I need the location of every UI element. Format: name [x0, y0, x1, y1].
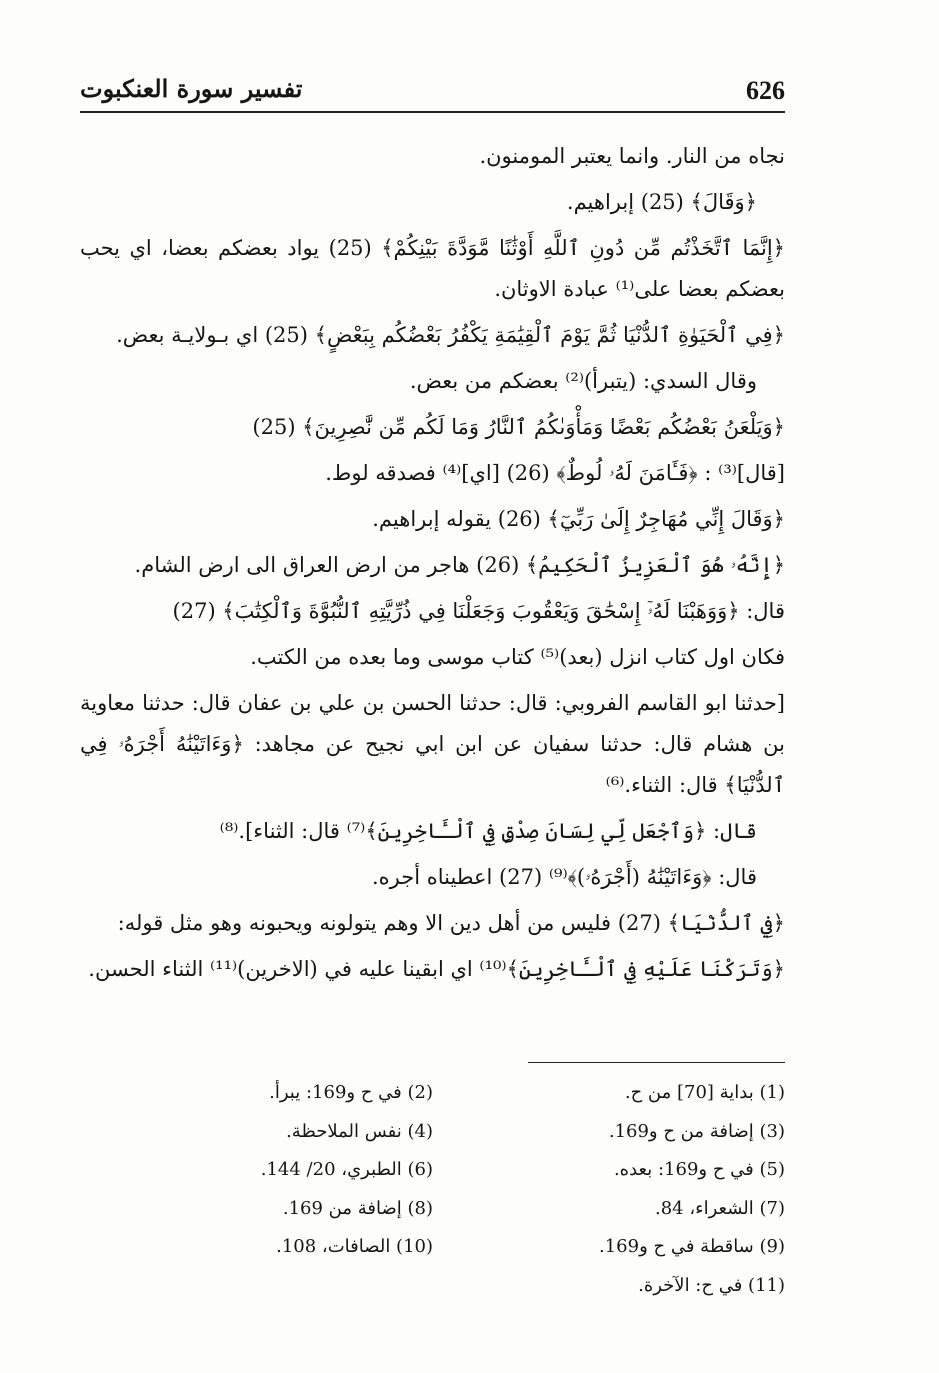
footnote: (7) الشعراء، 84. — [654, 1197, 785, 1219]
footnote: (11) في ح: الآخرة. — [638, 1274, 785, 1296]
footnote-row — [80, 1267, 785, 1306]
paragraph: قال: ﴿وَوَهَبْنَا لَهُۥٓ إِسْحَٰقَ وَيَعْقُوبَ وَجَعَلْنَا فِي ذُرِّيَّتِهِ ٱلنُّبُوَّةَ وَٱلْكِتَٰبَ﴾ (27) — [172, 599, 785, 623]
footnote: (1) بداية [70] من ح. — [624, 1082, 785, 1103]
paragraph: وقال السدي: (يتبرأ)⁽²⁾ بعضكم من بعض. — [409, 369, 757, 393]
paragraph: [قال]⁽³⁾ : ﴿فَـَٔامَنَ لَهُۥ لُوطٌ﴾ (26) [اي]⁽⁴⁾ فصدقه لوط. — [325, 461, 785, 485]
footnote: (6) الطبري، 20/ 144. — [260, 1159, 433, 1180]
footnote-row — [80, 1228, 785, 1267]
paragraph: ﴿وَقَالَ إِنِّي مُهَاجِرٌ إِلَىٰ رَبِّيٓ﴾ (26) يقوله إبراهيم. — [372, 507, 785, 531]
footnote: (2) في ح و169: يبرأ. — [269, 1082, 433, 1103]
paragraph: ﴿إِنَّهُۥ هُوَ ٱلْعَزِيزُ ٱلْحَكِيمُ﴾ (26) هاجر من ارض العراق الى ارض الشام. — [134, 553, 785, 577]
footnote: (9) ساقطة في ح و169. — [599, 1236, 785, 1257]
footnote-row — [80, 1151, 785, 1190]
running-title: تفسير سورة العنكبوت — [80, 74, 303, 103]
paragraph: قال: ﴿وَٱجْعَل لِّي لِسَانَ صِدْقٍ فِي ٱلْـَٔاخِرِينَ﴾⁽⁷⁾ قال: الثناء].⁽⁸⁾ — [219, 819, 757, 843]
main-text — [80, 136, 785, 995]
paragraph: ﴿إِنَّمَا ٱتَّخَذْتُم مِّن دُونِ ٱللَّهِ أَوْثَٰنًا مَّوَدَّةَ بَيْنِكُمْ﴾ (25) يواد بعضكم بعضا، اي يحب بعضكم بعضا على⁽¹⁾ عبادة الاوثان. — [80, 236, 785, 301]
paragraph: ﴿وَتَرَكْنَا عَلَيْهِ فِي ٱلْـَٔاخِرِينَ﴾⁽¹⁰⁾ اي ابقينا عليه في (الاخرين)⁽¹¹⁾ الثناء الحسن. — [88, 957, 785, 981]
paragraph: ﴿فِي ٱلدُّنْيَا﴾ (27) فليس من أهل دين الا وهم يتولونه ويحبونه وهو مثل قوله: — [117, 911, 785, 935]
footnotes — [80, 1074, 785, 1305]
page-number: 626 — [746, 76, 785, 105]
page-header — [80, 70, 785, 108]
footnote: (5) في ح و169: بعده. — [613, 1159, 785, 1180]
paragraph: نجاه من النار. وانما يعتبر المومنون. — [479, 144, 785, 168]
footnote-row — [80, 1113, 785, 1152]
paragraph: فكان اول كتاب انزل (بعد)⁽⁵⁾ كتاب موسى وما بعده من الكتب. — [250, 645, 785, 669]
footnote: (8) إضافة من 169. — [282, 1197, 433, 1219]
paragraph: ﴿فِي ٱلْحَيَوٰةِ ٱلدُّنْيَا ثُمَّ يَوْمَ ٱلْقِيَٰمَةِ يَكْفُرُ بَعْضُكُم بِبَعْضٍ﴾ (25) اي بـولايـة بعض. — [116, 323, 785, 347]
header-rule — [80, 111, 785, 113]
paragraph: ﴿وَيَلْعَنُ بَعْضُكُم بَعْضًا وَمَأْوَىٰكُمُ ٱلنَّارُ وَمَا لَكُم مِّن نَّٰصِرِينَ﴾ (25) — [252, 415, 785, 439]
footnote: (3) إضافة من ح و169. — [608, 1120, 785, 1142]
footnote-row — [80, 1074, 785, 1113]
paragraph: قال: ﴿وَءَاتَيْنَٰهُ (أَجْرَهُۥ)﴾⁽⁹⁾ (27) اعطيناه أجره. — [371, 865, 757, 889]
footnote: (4) نفس الملاحظة. — [286, 1120, 433, 1142]
footnote-row — [80, 1190, 785, 1229]
paragraph: [حدثنا ابو القاسم الفروبي: قال: حدثنا الحسن بن علي بن عفان قال: حدثنا معاوية بن هشام قال: حدثنا سفيان عن ابن ابي نجيح عن مجاهد: ﴿وَءَاتَيْنَٰهُ أَجْرَهُۥ فِي ٱلدُّنْيَا﴾ قال: الثناء.⁽⁶⁾ — [80, 691, 785, 797]
footnote: (10) الصافات، 108. — [276, 1236, 433, 1257]
paragraph: ﴿وَقَالَ﴾ (25) إبراهيم. — [566, 190, 757, 214]
footnote-rule — [528, 1062, 785, 1063]
